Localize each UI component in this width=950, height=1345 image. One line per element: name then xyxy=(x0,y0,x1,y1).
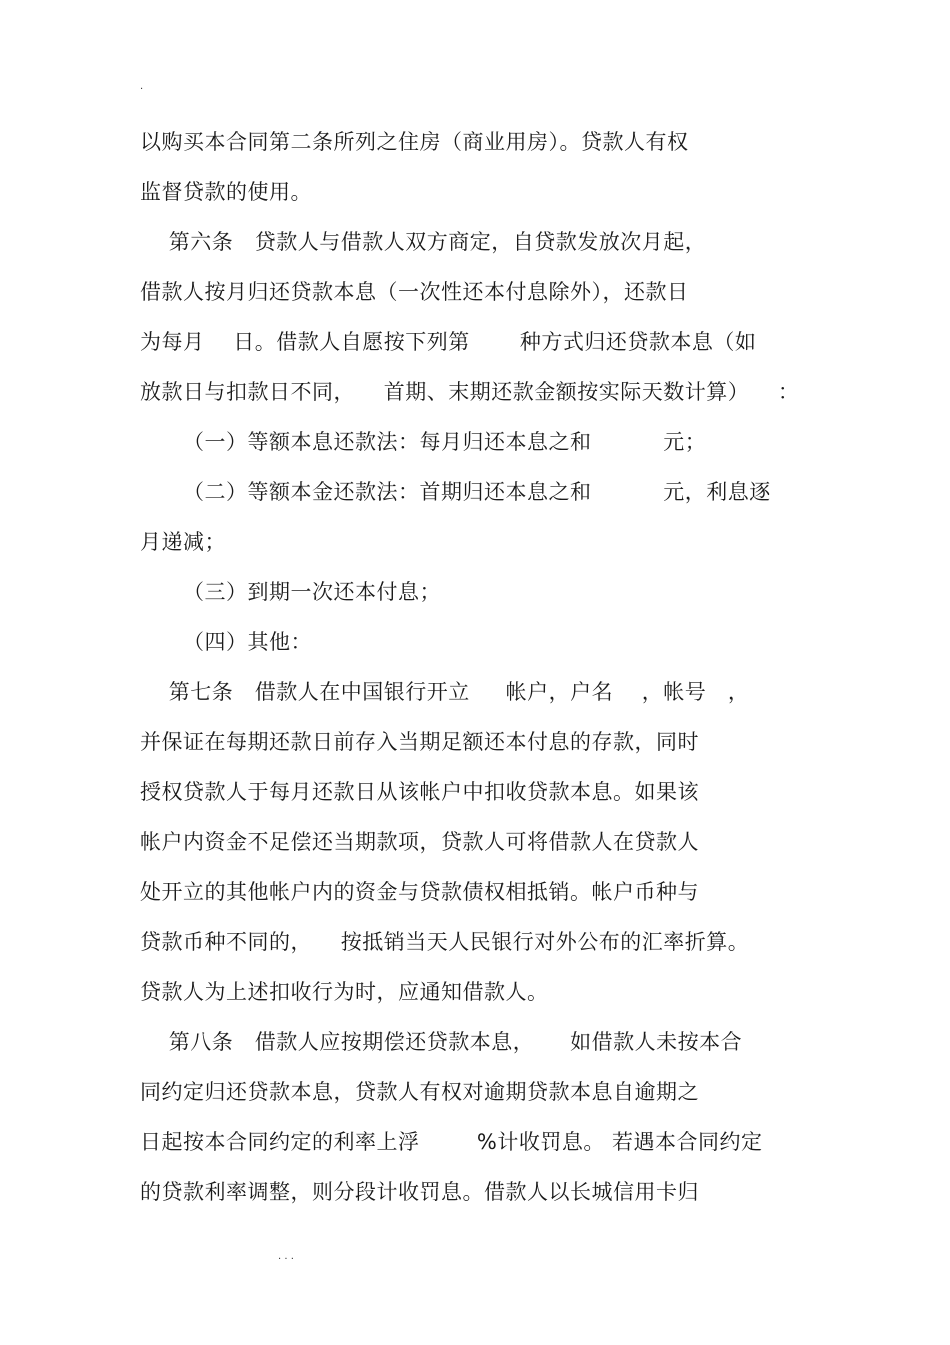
text-line: 并保证在每期还款日前存入当期足额还本付息的存款，同时 xyxy=(140,730,699,754)
text-line: （一）等额本息还款法：每月归还本息之和 元； xyxy=(140,430,707,454)
text-line: 贷款币种不同的， 按抵销当天人民银行对外公布的汇率折算。 xyxy=(140,930,750,954)
text-line: 第七条 借款人在中国银行开立 帐户，户名 ，帐号 ， xyxy=(140,680,750,704)
text-line: 第六条 贷款人与借款人双方商定，自贷款发放次月起， xyxy=(140,230,707,254)
text-line: 月递减； xyxy=(140,530,226,554)
top-mark: . xyxy=(140,81,144,92)
text-line: 借款人按月归还贷款本息（一次性还本付息除外），还款日 xyxy=(140,280,689,304)
text-line: 帐户内资金不足偿还当期款项，贷款人可将借款人在贷款人 xyxy=(140,830,699,854)
text-line: 日起按本合同约定的利率上浮 %计收罚息。 若遇本合同约定 xyxy=(140,1130,763,1154)
text-line: 以购买本合同第二条所列之住房（商业用房）。贷款人有权 xyxy=(140,130,689,154)
text-line: 第八条 借款人应按期偿还贷款本息， 如借款人未按本合 xyxy=(140,1030,743,1054)
text-line: （三）到期一次还本付息； xyxy=(140,580,442,604)
text-line: 的贷款利率调整，则分段计收罚息。借款人以长城信用卡归 xyxy=(140,1180,699,1204)
text-line: 同约定归还贷款本息，贷款人有权对逾期贷款本息自逾期之 xyxy=(140,1080,699,1104)
text-line: 放款日与扣款日不同， 首期、末期还款金额按实际天数计算） ： xyxy=(140,380,800,404)
text-line: 处开立的其他帐户内的资金与贷款债权相抵销。帐户币种与 xyxy=(140,880,699,904)
bottom-mark: . . . xyxy=(278,1251,294,1262)
text-line: （四）其他： xyxy=(140,630,313,654)
text-line: （二）等额本金还款法：首期归还本息之和 元，利息逐 xyxy=(140,480,771,504)
text-line: 贷款人为上述扣收行为时，应通知借款人。 xyxy=(140,980,549,1004)
text-line: 监督贷款的使用。 xyxy=(140,180,312,204)
text-line: 为每月 日。借款人自愿按下列第 种方式归还贷款本息（如 xyxy=(140,330,757,354)
text-line: 授权贷款人于每月还款日从该帐户中扣收贷款本息。如果该 xyxy=(140,780,699,804)
